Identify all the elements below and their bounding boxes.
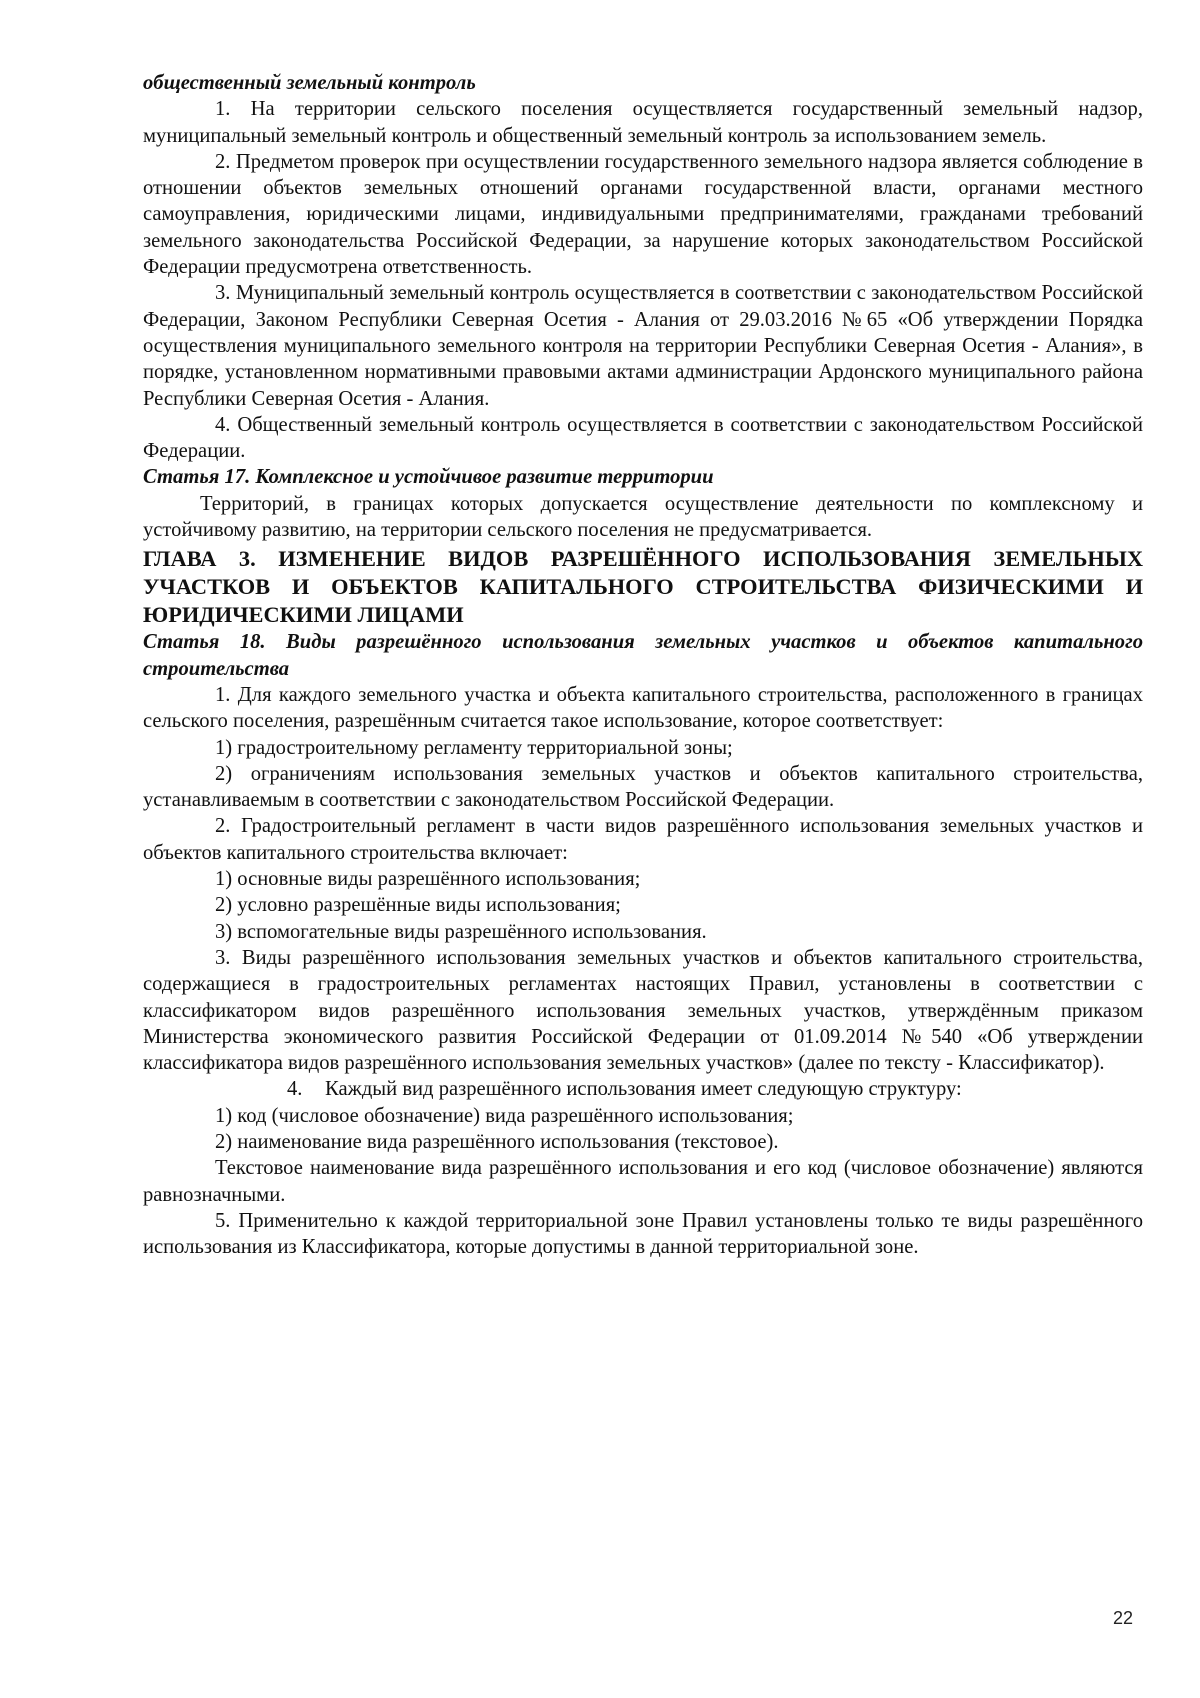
article-18-paragraph-3: 3. Виды разрешённого использования земельных участков и объектов капитального строительства, содержащиеся в градостроительных регламентах настоящих Правил, установлены в соответствии с классификатором видов разрешённого использования земельных участков, утверждённым приказом Министерства экономического развития Российской Федерации от 01.09.2014 №540 «Об утверждении классификатора видов разрешённого использования земельных участков» (далее по тексту - Классификатор). bbox=[143, 946, 1143, 1075]
list-item: 1) градостроительному регламенту территориальной зоны; bbox=[215, 736, 733, 759]
paragraph-4: 4. Общественный земельный контроль осуществляется в соответствии с законодательством Российской Федерации. bbox=[143, 413, 1143, 463]
list-item: 2) условно разрешённые виды использования; bbox=[215, 894, 621, 917]
article-17-heading: Статья 17. Комплексное и устойчивое развитие территории bbox=[143, 466, 714, 489]
list-item: 2) наименование вида разрешённого использования (текстовое). bbox=[215, 1130, 779, 1153]
paragraph-4-text: Каждый вид разрешённого использования имеет следующую структуру: bbox=[325, 1078, 962, 1101]
paragraph-2: 2. Предметом проверок при осуществлении государственного земельного надзора является соблюдение в отношении объектов земельных отношений органами государственной власти, органами местного самоуправления, юридическими лицами, индивидуальными предпринимателями, гражданами требований земельного законодательства Российской Федерации, за нарушение которых законодательством Российской Федерации предусмотрена ответственность. bbox=[143, 150, 1143, 279]
paragraph-4-number: 4. bbox=[287, 1078, 303, 1101]
section-heading-land-control: общественный земельный контроль bbox=[143, 72, 476, 94]
article-18-paragraph-2: 2. Градостроительный регламент в части видов разрешённого использования земельных участков и объектов капитального строительства включает: bbox=[143, 815, 1143, 864]
list-item: 2) ограничениям использования земельных участков и объектов капитального строительства, устанавливаемым в соответствии с законодательством Российской Федерации. bbox=[143, 762, 1143, 812]
list-item: 3) вспомогательные виды разрешённого использования. bbox=[215, 920, 707, 943]
document-page bbox=[143, 70, 1143, 1260]
article-18-paragraph-4 bbox=[143, 1076, 1143, 1102]
article-18-paragraph-1: 1. Для каждого земельного участка и объекта капитального строительства, расположенного в границах сельского поселения, разрешённым считается такое использование, которое соответствует: bbox=[143, 683, 1143, 733]
list-item: 1) основные виды разрешённого использования; bbox=[215, 868, 641, 891]
article-17-text: Территорий, в границах которых допускается осуществление деятельности по комплексному и устойчивому развитию, на территории сельского поселения не предусматривается. bbox=[143, 492, 1143, 542]
list-item: 1) код (числовое обозначение) вида разрешённого использования; bbox=[215, 1104, 794, 1127]
paragraph-3: 3. Муниципальный земельный контроль осуществляется в соответствии с законодательством Российской Федерации, Законом Республики Северная Осетия - Алания от 29.03.2016 №65 «Об утверждении Порядка осуществления муниципального земельного контроля на территории Республики Северная Осетия - Алания», в порядке, установленном нормативными правовыми актами администрации Ардонского муниципального района Республики Северная Осетия - Алания. bbox=[143, 282, 1143, 410]
chapter-3-heading: ГЛАВА 3. ИЗМЕНЕНИЕ ВИДОВ РАЗРЕШЁННОГО ИСПОЛЬЗОВАНИЯ ЗЕМЕЛЬНЫХ УЧАСТКОВ И ОБЪЕКТОВ КАПИТАЛЬНОГО СТРОИТЕЛЬСТВА ФИЗИЧЕСКИМИ И ЮРИДИЧЕСКИМИ ЛИЦАМИ bbox=[143, 546, 1143, 628]
page-number: 22 bbox=[1113, 1608, 1134, 1628]
article-18-heading: Статья 18. Виды разрешённого использования земельных участков и объектов капитального строительства bbox=[143, 631, 1143, 680]
article-18-paragraph-5: 5. Применительно к каждой территориальной зоне Правил установлены только те виды разрешённого использования из Классификатора, которые допустимы в данной территориальной зоне. bbox=[143, 1209, 1143, 1259]
article-18-paragraph-4-note: Текстовое наименование вида разрешённого использования и его код (числовое обозначение) являются равнозначными. bbox=[143, 1157, 1143, 1206]
paragraph-1: 1. На территории сельского поселения осуществляется государственный земельный надзор, муниципальный земельный контроль и общественный земельный контроль за использованием земель. bbox=[143, 98, 1143, 147]
